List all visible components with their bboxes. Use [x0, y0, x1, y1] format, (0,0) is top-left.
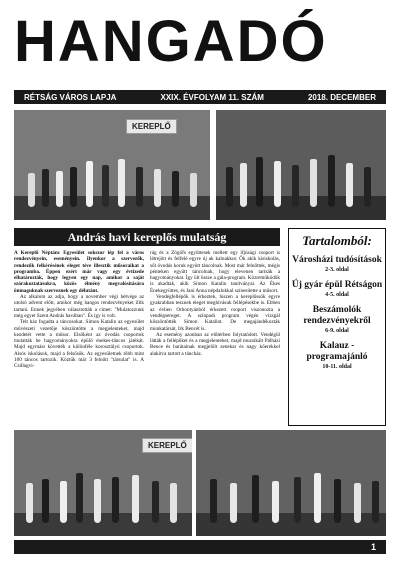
dancer-figure	[42, 169, 49, 207]
toc-item-title: Új gyár épül Rétságon	[291, 280, 383, 290]
article-paragraph: Vendégfellépők is érkeztek, hiszen a kereplőssök egyre gyakrabban tesznek eleget meghívásuk fellépésekbe is. Ebben az évben Orhontyánból érkezett csoport viszonozta a vendégsereget. A színpadi program végén vizsgál köszöntötték Simon Katalint. De megajándékozták munkatársát, Irk Bencét is.	[150, 294, 280, 332]
dancer-figure	[118, 159, 125, 207]
dancer-figure	[76, 473, 83, 523]
dancer-figure	[102, 165, 109, 207]
article-headline: András havi kereplős mulatság	[14, 228, 280, 246]
dancer-figure	[170, 483, 177, 523]
dancer-figure	[152, 481, 159, 523]
toc-item-title: Beszámolók rendezvényekről	[303, 305, 371, 326]
dancer-figure	[136, 167, 143, 207]
photo-stage-dancers	[14, 110, 210, 220]
dancer-figure	[256, 157, 263, 207]
article-column-1	[14, 250, 144, 426]
article-paragraph: Az esemény azonban az előtérben folytatódott. Vendégül látták a fellépőket és a megjelenteket, majd muzsikált Pálházi Bence és barátainak megjelölt zenekar és nagy kőerekkel alakítva tartott a táncház.	[150, 331, 280, 357]
footer-bar	[14, 540, 386, 554]
stage-floor	[14, 513, 192, 536]
issue-date: 2018. DECEMBER	[307, 92, 376, 102]
toc-item-title: Kalauz - programajánló	[306, 341, 368, 362]
toc-item-title: Városházi tudósítások	[292, 255, 382, 265]
dancer-figure	[60, 481, 67, 523]
toc-title: Tartalomból:	[302, 233, 372, 248]
article-paragraph: Az alkalom az adja, hogy a november végi hétvége az utolsó advent előtt, amikor még hangos rendezvényeket illik tartani. Ennek jegyében választották a címet: "Mulatozzunk még egyet Szent András havában". És így is volt.	[14, 294, 144, 319]
page-number: 1	[370, 542, 376, 552]
dancer-figure	[94, 479, 101, 523]
dancer-figure	[346, 163, 353, 207]
dancer-figure	[172, 171, 179, 207]
article-paragraph: Telt ház fogadta a táncosokat. Simon Katalin az egyesület művészeti vezetője köszöntötte a megjelenteket, majd kezdetét vette a műsor. Elsőként az óvodás csoportok mutatták be hagyományokra épülő énekes-táncos játékát. Majd egymást követték a különféle korosztályú csoportok. Alsós iskolások, majd a felsősök. Az egyesületnek több mint 100 táncos tartozik. Köztük már 3 felnőtt "társulat" is. A Csillagvi-	[14, 319, 144, 370]
dancer-figure	[190, 173, 197, 207]
dancer-figure	[240, 163, 247, 207]
masthead-info-bar	[14, 90, 386, 104]
toc-item-page: 6-9. oldal	[325, 328, 349, 334]
article-paragraph: rág és a Zögöfs együttesek mellett egy ifjúsági csoport is létrejött és felfelé egyre új ak kalnakkor. Ők akik kisiskolás, sőt óvodás koruk együtt táncolnak. Most már felnőttek, mégis pénteken együtt táncolnak, hogy elevenen tartsák a hagyományokat. Így ült össze a gála-program. Közreműködők is akadtak, akik Simon Katalin tanítványai. Az Ékes Énekegyüttes, és Jani Anna népdalokkal színesítette a műsort.	[150, 250, 280, 294]
toc-item-page: 10-11. oldal	[322, 364, 352, 370]
dancer-figure	[328, 155, 335, 207]
dancer-figure	[272, 481, 279, 523]
toc-item-page: 2-3. oldal	[325, 267, 349, 273]
dancer-figure	[210, 479, 217, 523]
photo-group-dance	[196, 430, 386, 536]
dancer-figure	[28, 173, 35, 207]
toc-item[interactable]	[289, 305, 385, 334]
toc-item[interactable]	[289, 341, 385, 370]
article-body	[14, 250, 280, 426]
article-column-2	[150, 250, 280, 426]
photo-couple-dance	[14, 430, 192, 536]
dancer-figure	[26, 483, 33, 523]
dancer-figure	[364, 167, 371, 207]
dancer-figure	[292, 165, 299, 207]
dancer-figure	[314, 473, 321, 523]
table-of-contents	[288, 228, 386, 426]
photo-circle-dance	[216, 110, 386, 220]
dancer-figure	[226, 167, 233, 207]
dancer-figure	[154, 169, 161, 207]
dancer-figure	[112, 477, 119, 523]
dancer-figure	[334, 479, 341, 523]
dancer-figure	[354, 483, 361, 523]
kereplo-banner: KEREPLŐ	[142, 438, 192, 453]
dancer-figure	[230, 483, 237, 523]
dancer-figure	[56, 171, 63, 207]
dancer-figure	[70, 167, 77, 207]
toc-item-page: 4-5. oldal	[325, 292, 349, 298]
dancer-figure	[294, 477, 301, 523]
dancer-figure	[372, 481, 379, 523]
dancer-figure	[274, 161, 281, 207]
dancer-figure	[252, 475, 259, 523]
volume-issue: XXIX. ÉVFOLYAM 11. SZÁM	[160, 92, 264, 102]
newspaper-title: HANGADÓ	[14, 9, 328, 74]
dancer-figure	[42, 479, 49, 523]
article-paragraph: A Kereplő Néptánc Egyesület sokszor lép fel a város rendezvényein, eseményein. Ilyenkor a szervezők, rendezők felkérésének eleget téve illesztik műsoraikat a programba. Éppen ezért már vagy egy évtizede elhatározták, hogy legyen egy nap, amikor a saját szórakoztatásukra, közös élmény megvalósítására önmaguknak szerveznek egy délutánt.	[14, 250, 144, 294]
publication-subtitle: RÉTSÁG VÁROS LAPJA	[24, 92, 117, 102]
masthead	[14, 9, 386, 74]
toc-item[interactable]	[289, 280, 385, 298]
dancer-figure	[310, 159, 317, 207]
toc-item[interactable]	[289, 255, 385, 273]
dancer-figure	[86, 161, 93, 207]
dancer-figure	[132, 475, 139, 523]
kereplo-banner: KEREPLŐ	[126, 119, 177, 134]
